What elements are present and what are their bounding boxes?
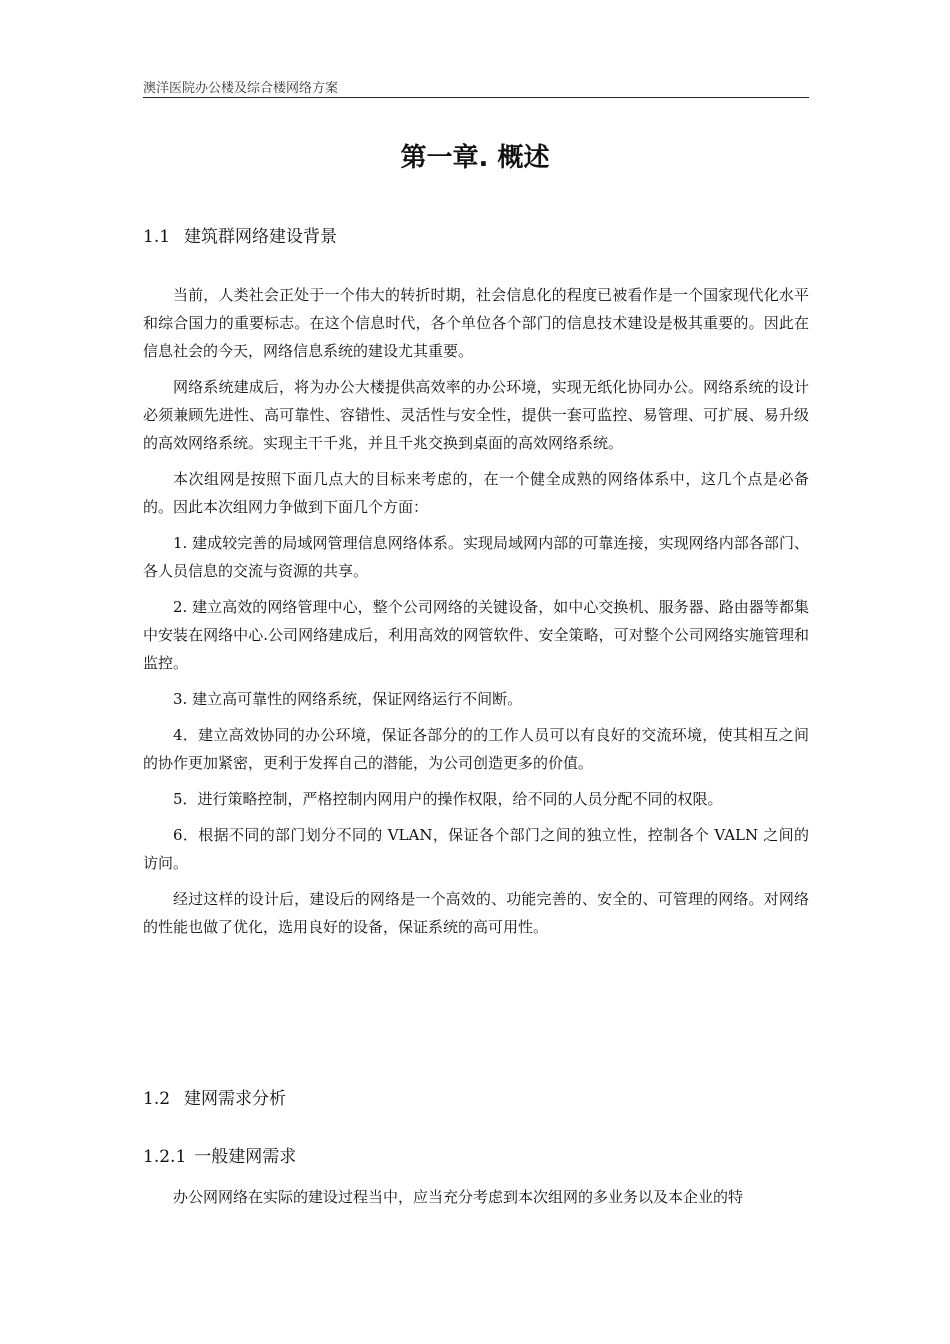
section-1-1-body bbox=[143, 281, 809, 949]
list-item: 2. 建立高效的网络管理中心，整个公司网络的关键设备，如中心交换机、服务器、路由器等都集中安装在网络中心.公司网络建成后，利用高效的网管软件、安全策略，可对整个公司网络实施管理和监控。 bbox=[143, 598, 809, 672]
list-item: 6．根据不同的部门划分不同的 VLAN，保证各个部门之间的独立性，控制各个 VALN 之间的访问。 bbox=[143, 826, 809, 872]
list-item: 3. 建立高可靠性的网络系统，保证网络运行不间断。 bbox=[173, 690, 523, 708]
section-heading-1-2-1 bbox=[143, 1145, 296, 1169]
section-number: 1.2.1 bbox=[143, 1147, 187, 1167]
section-heading-1-2 bbox=[143, 1087, 286, 1111]
running-header: 澳洋医院办公楼及综合楼网络方案 bbox=[143, 80, 809, 98]
paragraph: 经过这样的设计后，建设后的网络是一个高效的、功能完善的、安全的、可管理的网络。对网络的性能也做了优化，选用良好的设备，保证系统的高可用性。 bbox=[143, 890, 809, 936]
list-item: 1. 建成较完善的局域网管理信息网络体系。实现局域网内部的可靠连接，实现网络内部各部门、各人员信息的交流与资源的共享。 bbox=[143, 534, 809, 580]
section-number: 1.1 bbox=[143, 227, 171, 247]
section-title: 一般建网需求 bbox=[194, 1147, 297, 1167]
section-heading-1-1 bbox=[143, 225, 337, 249]
section-title: 建网需求分析 bbox=[184, 1089, 287, 1109]
paragraph: 当前，人类社会正处于一个伟大的转折时期，社会信息化的程度已被看作是一个国家现代化水平和综合国力的重要标志。在这个信息时代，各个单位各个部门的信息技术建设是极其重要的。因此在信息社会的今天，网络信息系统的建设尤其重要。 bbox=[143, 286, 809, 360]
list-item: 4．建立高效协同的办公环境，保证各部分的的工作人员可以有良好的交流环境，使其相互之间的协作更加紧密，更利于发挥自己的潜能，为公司创造更多的价值。 bbox=[143, 726, 809, 772]
list-item: 5．进行策略控制，严格控制内网用户的操作权限，给不同的人员分配不同的权限。 bbox=[173, 790, 723, 808]
section-number: 1.2 bbox=[143, 1089, 171, 1109]
section-1-2-1-body bbox=[143, 1183, 809, 1219]
paragraph: 办公网网络在实际的建设过程当中，应当充分考虑到本次组网的多业务以及本企业的特 bbox=[173, 1188, 744, 1206]
paragraph: 本次组网是按照下面几点大的目标来考虑的，在一个健全成熟的网络体系中，这几个点是必备的。因此本次组网力争做到下面几个方面： bbox=[143, 470, 809, 516]
paragraph: 网络系统建成后，将为办公大楼提供高效率的办公环境，实现无纸化协同办公。网络系统的设计必须兼顾先进性、高可靠性、容错性、灵活性与安全性，提供一套可监控、易管理、可扩展、易升级的高效网络系统。实现主干千兆，并且千兆交换到桌面的高效网络系统。 bbox=[143, 378, 809, 452]
section-title: 建筑群网络建设背景 bbox=[184, 227, 338, 247]
chapter-title: 第一章. 概述 bbox=[400, 143, 550, 173]
